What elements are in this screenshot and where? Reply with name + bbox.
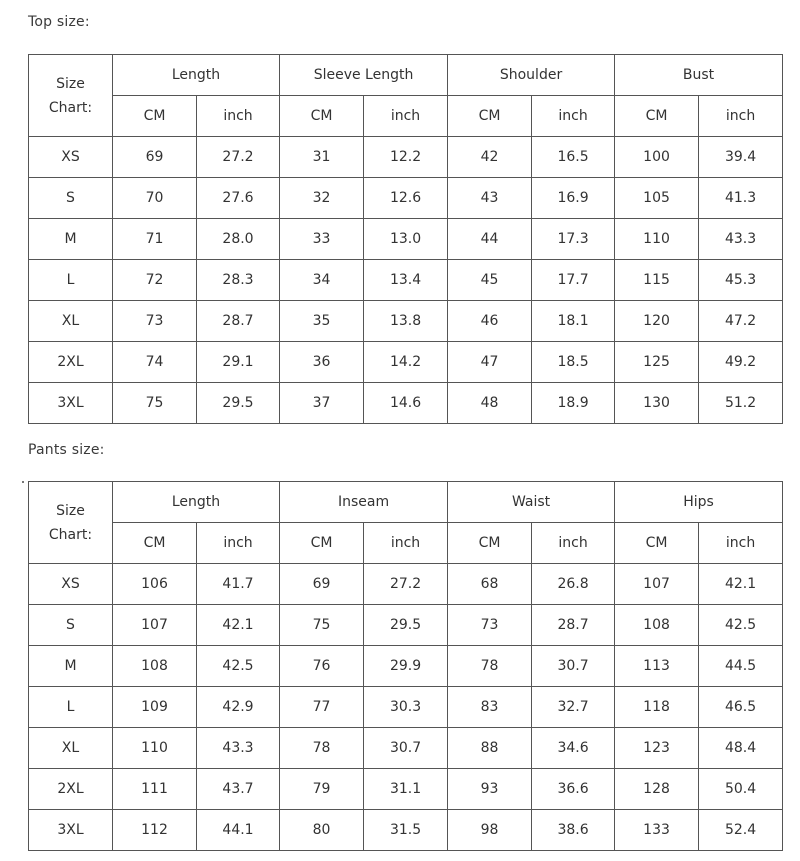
- table-row: [29, 728, 783, 769]
- value-cell: 73: [448, 605, 532, 646]
- value-cell: 105: [615, 178, 699, 219]
- value-cell: 50.4: [699, 769, 783, 810]
- value-cell: 34: [280, 260, 364, 301]
- value-cell: 123: [615, 728, 699, 769]
- value-cell: 37: [280, 383, 364, 424]
- value-cell: 43.7: [197, 769, 280, 810]
- value-cell: 35: [280, 301, 364, 342]
- value-cell: 110: [615, 219, 699, 260]
- value-cell: 77: [280, 687, 364, 728]
- value-cell: 107: [615, 564, 699, 605]
- value-cell: 44.1: [197, 810, 280, 851]
- value-cell: 78: [448, 646, 532, 687]
- unit-inch-header: inch: [699, 96, 783, 137]
- value-cell: 47: [448, 342, 532, 383]
- value-cell: 43.3: [699, 219, 783, 260]
- value-cell: 18.9: [532, 383, 615, 424]
- size-cell: S: [29, 605, 113, 646]
- top-size-title: Top size:: [28, 14, 90, 30]
- value-cell: 18.1: [532, 301, 615, 342]
- value-cell: 13.8: [364, 301, 448, 342]
- value-cell: 47.2: [699, 301, 783, 342]
- value-cell: 27.2: [364, 564, 448, 605]
- value-cell: 133: [615, 810, 699, 851]
- value-cell: 39.4: [699, 137, 783, 178]
- value-cell: 42.5: [699, 605, 783, 646]
- value-cell: 75: [280, 605, 364, 646]
- value-cell: 41.3: [699, 178, 783, 219]
- value-cell: 69: [280, 564, 364, 605]
- value-cell: 27.6: [197, 178, 280, 219]
- value-cell: 32: [280, 178, 364, 219]
- table-row: [29, 260, 783, 301]
- unit-inch-header: inch: [699, 523, 783, 564]
- size-chart-header: [29, 482, 113, 564]
- table-row: [29, 605, 783, 646]
- value-cell: 28.7: [197, 301, 280, 342]
- value-cell: 28.0: [197, 219, 280, 260]
- group-header: Hips: [615, 482, 783, 523]
- value-cell: 44.5: [699, 646, 783, 687]
- size-cell: 2XL: [29, 769, 113, 810]
- table-row: [29, 810, 783, 851]
- value-cell: 111: [113, 769, 197, 810]
- value-cell: 100: [615, 137, 699, 178]
- value-cell: 29.9: [364, 646, 448, 687]
- table-row: [29, 769, 783, 810]
- table-row: [29, 137, 783, 178]
- value-cell: 74: [113, 342, 197, 383]
- header-row-groups: [29, 482, 783, 523]
- group-header: Shoulder: [448, 55, 615, 96]
- table-row: [29, 301, 783, 342]
- unit-cm-header: CM: [113, 96, 197, 137]
- value-cell: 28.7: [532, 605, 615, 646]
- value-cell: 16.5: [532, 137, 615, 178]
- value-cell: 49.2: [699, 342, 783, 383]
- value-cell: 42.1: [699, 564, 783, 605]
- value-cell: 78: [280, 728, 364, 769]
- value-cell: 107: [113, 605, 197, 646]
- value-cell: 29.1: [197, 342, 280, 383]
- value-cell: 26.8: [532, 564, 615, 605]
- unit-inch-header: inch: [532, 96, 615, 137]
- size-label: Size: [56, 502, 85, 519]
- value-cell: 80: [280, 810, 364, 851]
- value-cell: 16.9: [532, 178, 615, 219]
- group-header: Waist: [448, 482, 615, 523]
- value-cell: 29.5: [364, 605, 448, 646]
- value-cell: 113: [615, 646, 699, 687]
- value-cell: 17.3: [532, 219, 615, 260]
- value-cell: 83: [448, 687, 532, 728]
- value-cell: 108: [113, 646, 197, 687]
- chart-label: Chart:: [48, 99, 93, 116]
- value-cell: 33: [280, 219, 364, 260]
- value-cell: 51.2: [699, 383, 783, 424]
- group-header: Length: [113, 55, 280, 96]
- table-row: [29, 564, 783, 605]
- value-cell: 72: [113, 260, 197, 301]
- top-table-body: [29, 55, 783, 424]
- value-cell: 115: [615, 260, 699, 301]
- header-row-groups: [29, 55, 783, 96]
- unit-cm-header: CM: [113, 523, 197, 564]
- value-cell: 71: [113, 219, 197, 260]
- pants-size-table: [28, 481, 783, 851]
- unit-cm-header: CM: [280, 96, 364, 137]
- value-cell: 30.7: [532, 646, 615, 687]
- value-cell: 30.7: [364, 728, 448, 769]
- size-chart-header: [29, 55, 113, 137]
- unit-cm-header: CM: [615, 523, 699, 564]
- header-row-units: [29, 523, 783, 564]
- unit-cm-header: CM: [615, 96, 699, 137]
- table-row: [29, 646, 783, 687]
- size-cell: S: [29, 178, 113, 219]
- value-cell: 88: [448, 728, 532, 769]
- unit-inch-header: inch: [532, 523, 615, 564]
- value-cell: 38.6: [532, 810, 615, 851]
- value-cell: 27.2: [197, 137, 280, 178]
- unit-inch-header: inch: [364, 523, 448, 564]
- pants-size-title: Pants size:: [28, 442, 105, 458]
- group-header: Sleeve Length: [280, 55, 448, 96]
- size-cell: M: [29, 646, 113, 687]
- size-cell: M: [29, 219, 113, 260]
- value-cell: 42: [448, 137, 532, 178]
- value-cell: 36: [280, 342, 364, 383]
- top-size-table: [28, 54, 783, 424]
- table-row: [29, 687, 783, 728]
- value-cell: 106: [113, 564, 197, 605]
- size-cell: XL: [29, 728, 113, 769]
- value-cell: 46: [448, 301, 532, 342]
- value-cell: 31.1: [364, 769, 448, 810]
- value-cell: 93: [448, 769, 532, 810]
- size-label: Size: [56, 75, 85, 92]
- value-cell: 43: [448, 178, 532, 219]
- group-header: Length: [113, 482, 280, 523]
- unit-inch-header: inch: [197, 523, 280, 564]
- value-cell: 41.7: [197, 564, 280, 605]
- value-cell: 18.5: [532, 342, 615, 383]
- value-cell: 73: [113, 301, 197, 342]
- stray-dot: [22, 481, 24, 483]
- value-cell: 48.4: [699, 728, 783, 769]
- value-cell: 128: [615, 769, 699, 810]
- value-cell: 75: [113, 383, 197, 424]
- value-cell: 28.3: [197, 260, 280, 301]
- header-row-units: [29, 96, 783, 137]
- value-cell: 29.5: [197, 383, 280, 424]
- value-cell: 109: [113, 687, 197, 728]
- value-cell: 79: [280, 769, 364, 810]
- value-cell: 12.6: [364, 178, 448, 219]
- value-cell: 14.6: [364, 383, 448, 424]
- value-cell: 14.2: [364, 342, 448, 383]
- chart-label: Chart:: [48, 526, 93, 543]
- value-cell: 42.1: [197, 605, 280, 646]
- value-cell: 31.5: [364, 810, 448, 851]
- group-header: Inseam: [280, 482, 448, 523]
- value-cell: 48: [448, 383, 532, 424]
- value-cell: 118: [615, 687, 699, 728]
- table-row: [29, 178, 783, 219]
- value-cell: 112: [113, 810, 197, 851]
- value-cell: 130: [615, 383, 699, 424]
- value-cell: 13.4: [364, 260, 448, 301]
- value-cell: 68: [448, 564, 532, 605]
- size-cell: XS: [29, 137, 113, 178]
- value-cell: 52.4: [699, 810, 783, 851]
- value-cell: 30.3: [364, 687, 448, 728]
- table-row: [29, 383, 783, 424]
- table-row: [29, 219, 783, 260]
- unit-inch-header: inch: [197, 96, 280, 137]
- value-cell: 17.7: [532, 260, 615, 301]
- size-cell: L: [29, 260, 113, 301]
- unit-cm-header: CM: [448, 523, 532, 564]
- size-cell: XL: [29, 301, 113, 342]
- value-cell: 125: [615, 342, 699, 383]
- value-cell: 45.3: [699, 260, 783, 301]
- value-cell: 42.5: [197, 646, 280, 687]
- unit-cm-header: CM: [280, 523, 364, 564]
- pants-table-body: [29, 482, 783, 851]
- value-cell: 120: [615, 301, 699, 342]
- value-cell: 36.6: [532, 769, 615, 810]
- table-row: [29, 342, 783, 383]
- size-cell: 3XL: [29, 810, 113, 851]
- value-cell: 45: [448, 260, 532, 301]
- value-cell: 13.0: [364, 219, 448, 260]
- value-cell: 12.2: [364, 137, 448, 178]
- unit-inch-header: inch: [364, 96, 448, 137]
- size-cell: 3XL: [29, 383, 113, 424]
- size-cell: L: [29, 687, 113, 728]
- size-cell: XS: [29, 564, 113, 605]
- value-cell: 44: [448, 219, 532, 260]
- size-cell: 2XL: [29, 342, 113, 383]
- value-cell: 43.3: [197, 728, 280, 769]
- unit-cm-header: CM: [448, 96, 532, 137]
- value-cell: 31: [280, 137, 364, 178]
- value-cell: 42.9: [197, 687, 280, 728]
- value-cell: 98: [448, 810, 532, 851]
- value-cell: 110: [113, 728, 197, 769]
- value-cell: 46.5: [699, 687, 783, 728]
- value-cell: 34.6: [532, 728, 615, 769]
- value-cell: 69: [113, 137, 197, 178]
- value-cell: 32.7: [532, 687, 615, 728]
- group-header: Bust: [615, 55, 783, 96]
- value-cell: 76: [280, 646, 364, 687]
- value-cell: 70: [113, 178, 197, 219]
- value-cell: 108: [615, 605, 699, 646]
